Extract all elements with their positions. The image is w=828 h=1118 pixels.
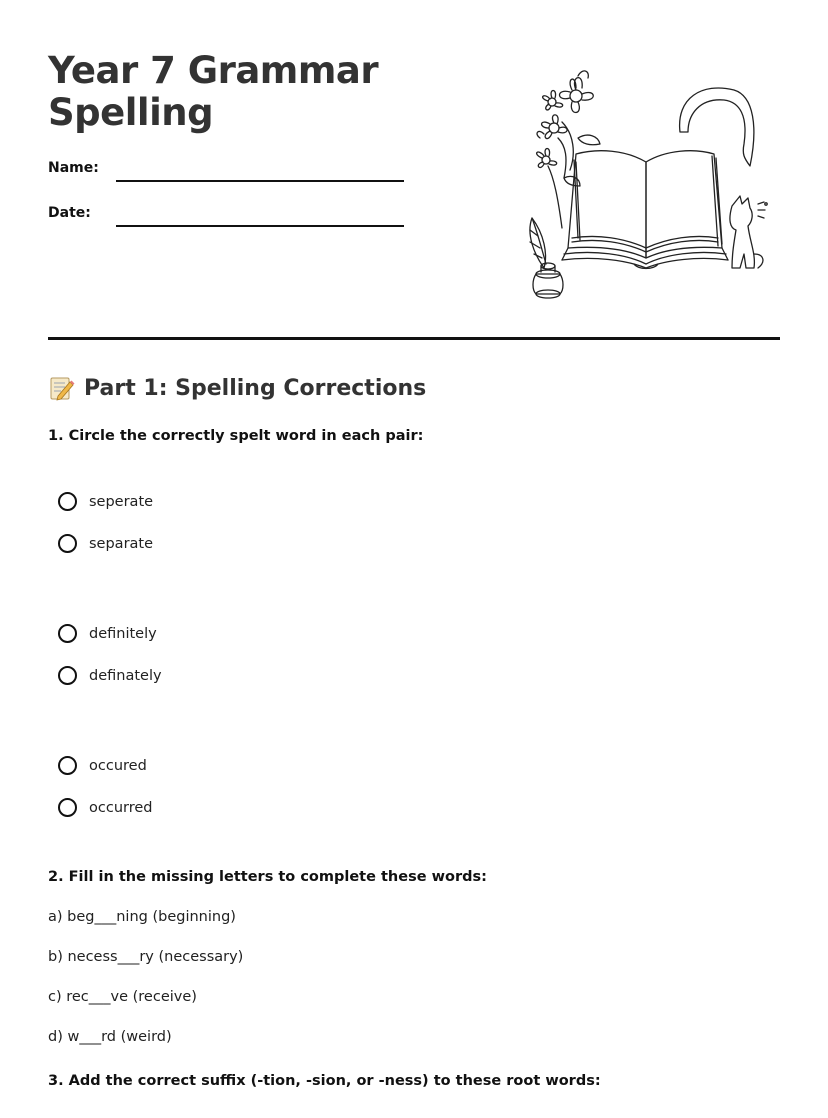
option-label: definitely <box>89 625 157 642</box>
moon-icon <box>680 88 754 166</box>
option-label: definately <box>89 667 162 684</box>
question-2-prompt: 2. Fill in the missing letters to complete these words: <box>48 869 487 885</box>
option-pair-2-b[interactable] <box>58 666 162 685</box>
section-divider <box>48 337 780 340</box>
option-label: seperate <box>89 493 154 510</box>
part-1-heading <box>48 374 426 402</box>
radio-circle[interactable] <box>58 534 77 553</box>
option-pair-3-b[interactable] <box>58 798 152 817</box>
radio-circle[interactable] <box>58 666 77 685</box>
radio-circle[interactable] <box>58 798 77 817</box>
fill-item-c: c) rec___ve (receive) <box>48 989 197 1005</box>
fill-item-b: b) necess___ry (necessary) <box>48 949 244 965</box>
question-3-prompt: 3. Add the correct suffix (-tion, -sion, or -ness) to these root words: <box>48 1073 601 1089</box>
question-1-prompt: 1. Circle the correctly spelt word in each pair: <box>48 428 424 444</box>
option-pair-1-b[interactable] <box>58 534 153 553</box>
option-pair-2-a[interactable] <box>58 624 157 643</box>
page-title <box>48 50 468 134</box>
option-label: separate <box>89 535 154 552</box>
date-field-line[interactable] <box>116 225 404 227</box>
title-line-1: Year 7 Grammar <box>48 49 379 92</box>
fill-item-a: a) beg___ning (beginning) <box>48 909 236 925</box>
option-pair-3-a[interactable] <box>58 756 147 775</box>
radio-circle[interactable] <box>58 624 77 643</box>
fox-icon <box>730 196 767 268</box>
option-label: occurred <box>89 799 153 816</box>
ink-pot-icon <box>533 263 563 298</box>
date-label: Date: <box>48 205 91 221</box>
memo-pencil-icon <box>48 374 76 402</box>
name-field-line[interactable] <box>116 180 404 182</box>
radio-circle[interactable] <box>58 492 77 511</box>
flower-icon <box>537 71 600 228</box>
option-label: occured <box>89 757 147 774</box>
book-illustration <box>518 58 774 308</box>
option-pair-1-a[interactable] <box>58 492 153 511</box>
quill-icon <box>530 218 546 268</box>
part-1-title: Part 1: Spelling Corrections <box>84 375 427 401</box>
open-book-icon <box>562 151 728 269</box>
fill-item-d: d) w___rd (weird) <box>48 1029 172 1045</box>
title-line-2: Spelling <box>48 91 214 134</box>
name-label: Name: <box>48 160 99 176</box>
radio-circle[interactable] <box>58 756 77 775</box>
